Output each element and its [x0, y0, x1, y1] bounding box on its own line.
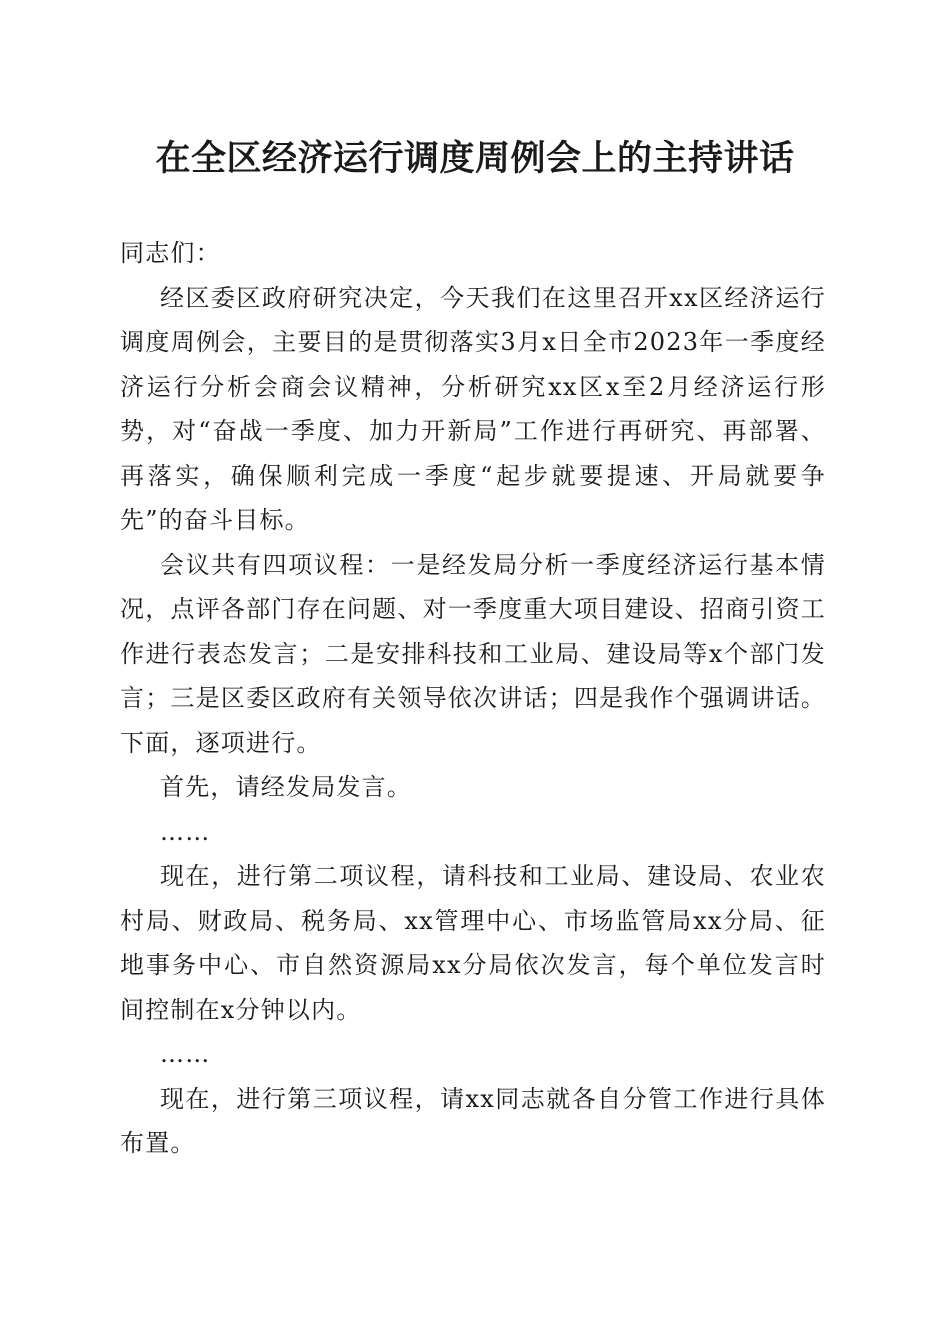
paragraph-second-item: 现在，进行第二项议程，请科技和工业局、建设局、农业农村局、财政局、税务局、xx管理中心、市场监管局xx分局、征地事务中心、市自然资源局xx分局依次发言，每个单位发言时间控制在x分钟以内。 — [120, 862, 826, 1024]
document-title: 在全区经济运行调度周例会上的主持讲话 — [155, 138, 795, 179]
document-body — [120, 231, 826, 1166]
ellipsis-1: …… — [160, 817, 211, 846]
ellipsis-2: …… — [160, 1040, 211, 1068]
paragraph-first-item: 首先，请经发局发言。 — [160, 773, 412, 801]
paragraph-third-item: 现在，进行第三项议程，请xx同志就各自分管工作进行具体布置。 — [120, 1084, 826, 1157]
salutation: 同志们： — [120, 239, 221, 267]
paragraph-agenda: 会议共有四项议程：一是经发局分析一季度经济运行基本情况，点评各部门存在问题、对一季度重大项目建设、招商引资工作进行表态发言；二是安排科技和工业局、建设局等x个部门发言；三是区委区政府有关领导依次讲话；四是我作个强调讲话。下面，逐项进行。 — [120, 550, 826, 757]
paragraph-intro: 经区委区政府研究决定，今天我们在这里召开xx区经济运行调度周例会，主要目的是贯彻落实3月x日全市2023年一季度经济运行分析会商会议精神，分析研究xx区x至2月经济运行形势，对“奋战一季度、加力开新局”工作进行再研究、再部署、再落实，确保顺利完成一季度“起步就要提速、开局就要争先”的奋斗目标。 — [120, 283, 826, 534]
